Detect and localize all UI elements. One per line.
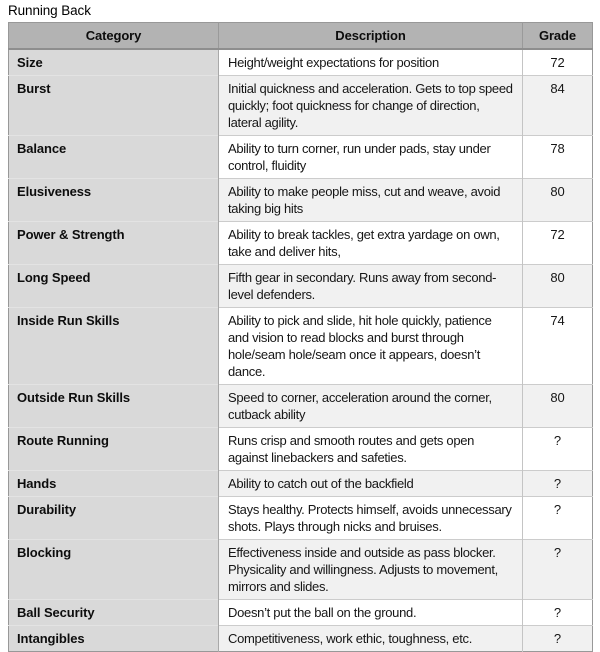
category-cell: Blocking (9, 540, 219, 600)
category-cell: Outside Run Skills (9, 385, 219, 428)
grade-cell: 84 (523, 76, 593, 136)
table-row (9, 49, 593, 76)
description-cell: Fifth gear in secondary. Runs away from second-level defenders. (219, 265, 523, 308)
description-cell: Competitiveness, work ethic, toughness, etc. (219, 626, 523, 652)
description-cell: Doesn’t put the ball on the ground. (219, 600, 523, 626)
description-cell: Ability to break tackles, get extra yardage on own, take and deliver hits, (219, 222, 523, 265)
table-row (9, 76, 593, 136)
grade-cell: ? (523, 600, 593, 626)
grade-cell: 80 (523, 265, 593, 308)
table-row (9, 540, 593, 600)
category-cell: Balance (9, 136, 219, 179)
table-row (9, 136, 593, 179)
grade-cell: 78 (523, 136, 593, 179)
header-grade: Grade (523, 23, 593, 50)
category-cell: Intangibles (9, 626, 219, 652)
category-cell: Ball Security (9, 600, 219, 626)
header-category: Category (9, 23, 219, 50)
category-cell: Hands (9, 471, 219, 497)
description-cell: Ability to catch out of the backfield (219, 471, 523, 497)
category-cell: Route Running (9, 428, 219, 471)
grade-cell: 72 (523, 49, 593, 76)
description-cell: Stays healthy. Protects himself, avoids unnecessary shots. Plays through nicks and bruises. (219, 497, 523, 540)
description-cell: Effectiveness inside and outside as pass blocker. Physicality and willingness. Adjusts to movement, mirrors and slides. (219, 540, 523, 600)
table-row (9, 308, 593, 385)
grade-cell: ? (523, 471, 593, 497)
category-cell: Power & Strength (9, 222, 219, 265)
category-cell: Inside Run Skills (9, 308, 219, 385)
description-cell: Ability to make people miss, cut and weave, avoid taking big hits (219, 179, 523, 222)
category-cell: Elusiveness (9, 179, 219, 222)
description-cell: Speed to corner, acceleration around the corner, cutback ability (219, 385, 523, 428)
header-row (9, 23, 593, 50)
table-row (9, 265, 593, 308)
category-cell: Burst (9, 76, 219, 136)
category-cell: Size (9, 49, 219, 76)
category-cell: Durability (9, 497, 219, 540)
grade-cell: 72 (523, 222, 593, 265)
description-cell: Ability to pick and slide, hit hole quickly, patience and vision to read blocks and burst through hole/seam hole/seam once it appears, doesn’t dance. (219, 308, 523, 385)
table-row (9, 471, 593, 497)
grade-cell: ? (523, 428, 593, 471)
table-row (9, 600, 593, 626)
table-row (9, 179, 593, 222)
table-row (9, 222, 593, 265)
grade-cell: 80 (523, 179, 593, 222)
description-cell: Initial quickness and acceleration. Gets to top speed quickly; foot quickness for change of direction, lateral agility. (219, 76, 523, 136)
grade-cell: 74 (523, 308, 593, 385)
header-description: Description (219, 23, 523, 50)
table-row (9, 385, 593, 428)
table-body (9, 49, 593, 652)
grade-table (8, 22, 593, 652)
description-cell: Ability to turn corner, run under pads, stay under control, fluidity (219, 136, 523, 179)
page-title: Running Back (8, 3, 91, 18)
table-row (9, 497, 593, 540)
table-row (9, 428, 593, 471)
description-cell: Runs crisp and smooth routes and gets open against linebackers and safeties. (219, 428, 523, 471)
description-cell: Height/weight expectations for position (219, 49, 523, 76)
table-row (9, 626, 593, 652)
category-cell: Long Speed (9, 265, 219, 308)
grade-cell: 80 (523, 385, 593, 428)
grade-cell: ? (523, 497, 593, 540)
grade-cell: ? (523, 626, 593, 652)
grade-cell: ? (523, 540, 593, 600)
